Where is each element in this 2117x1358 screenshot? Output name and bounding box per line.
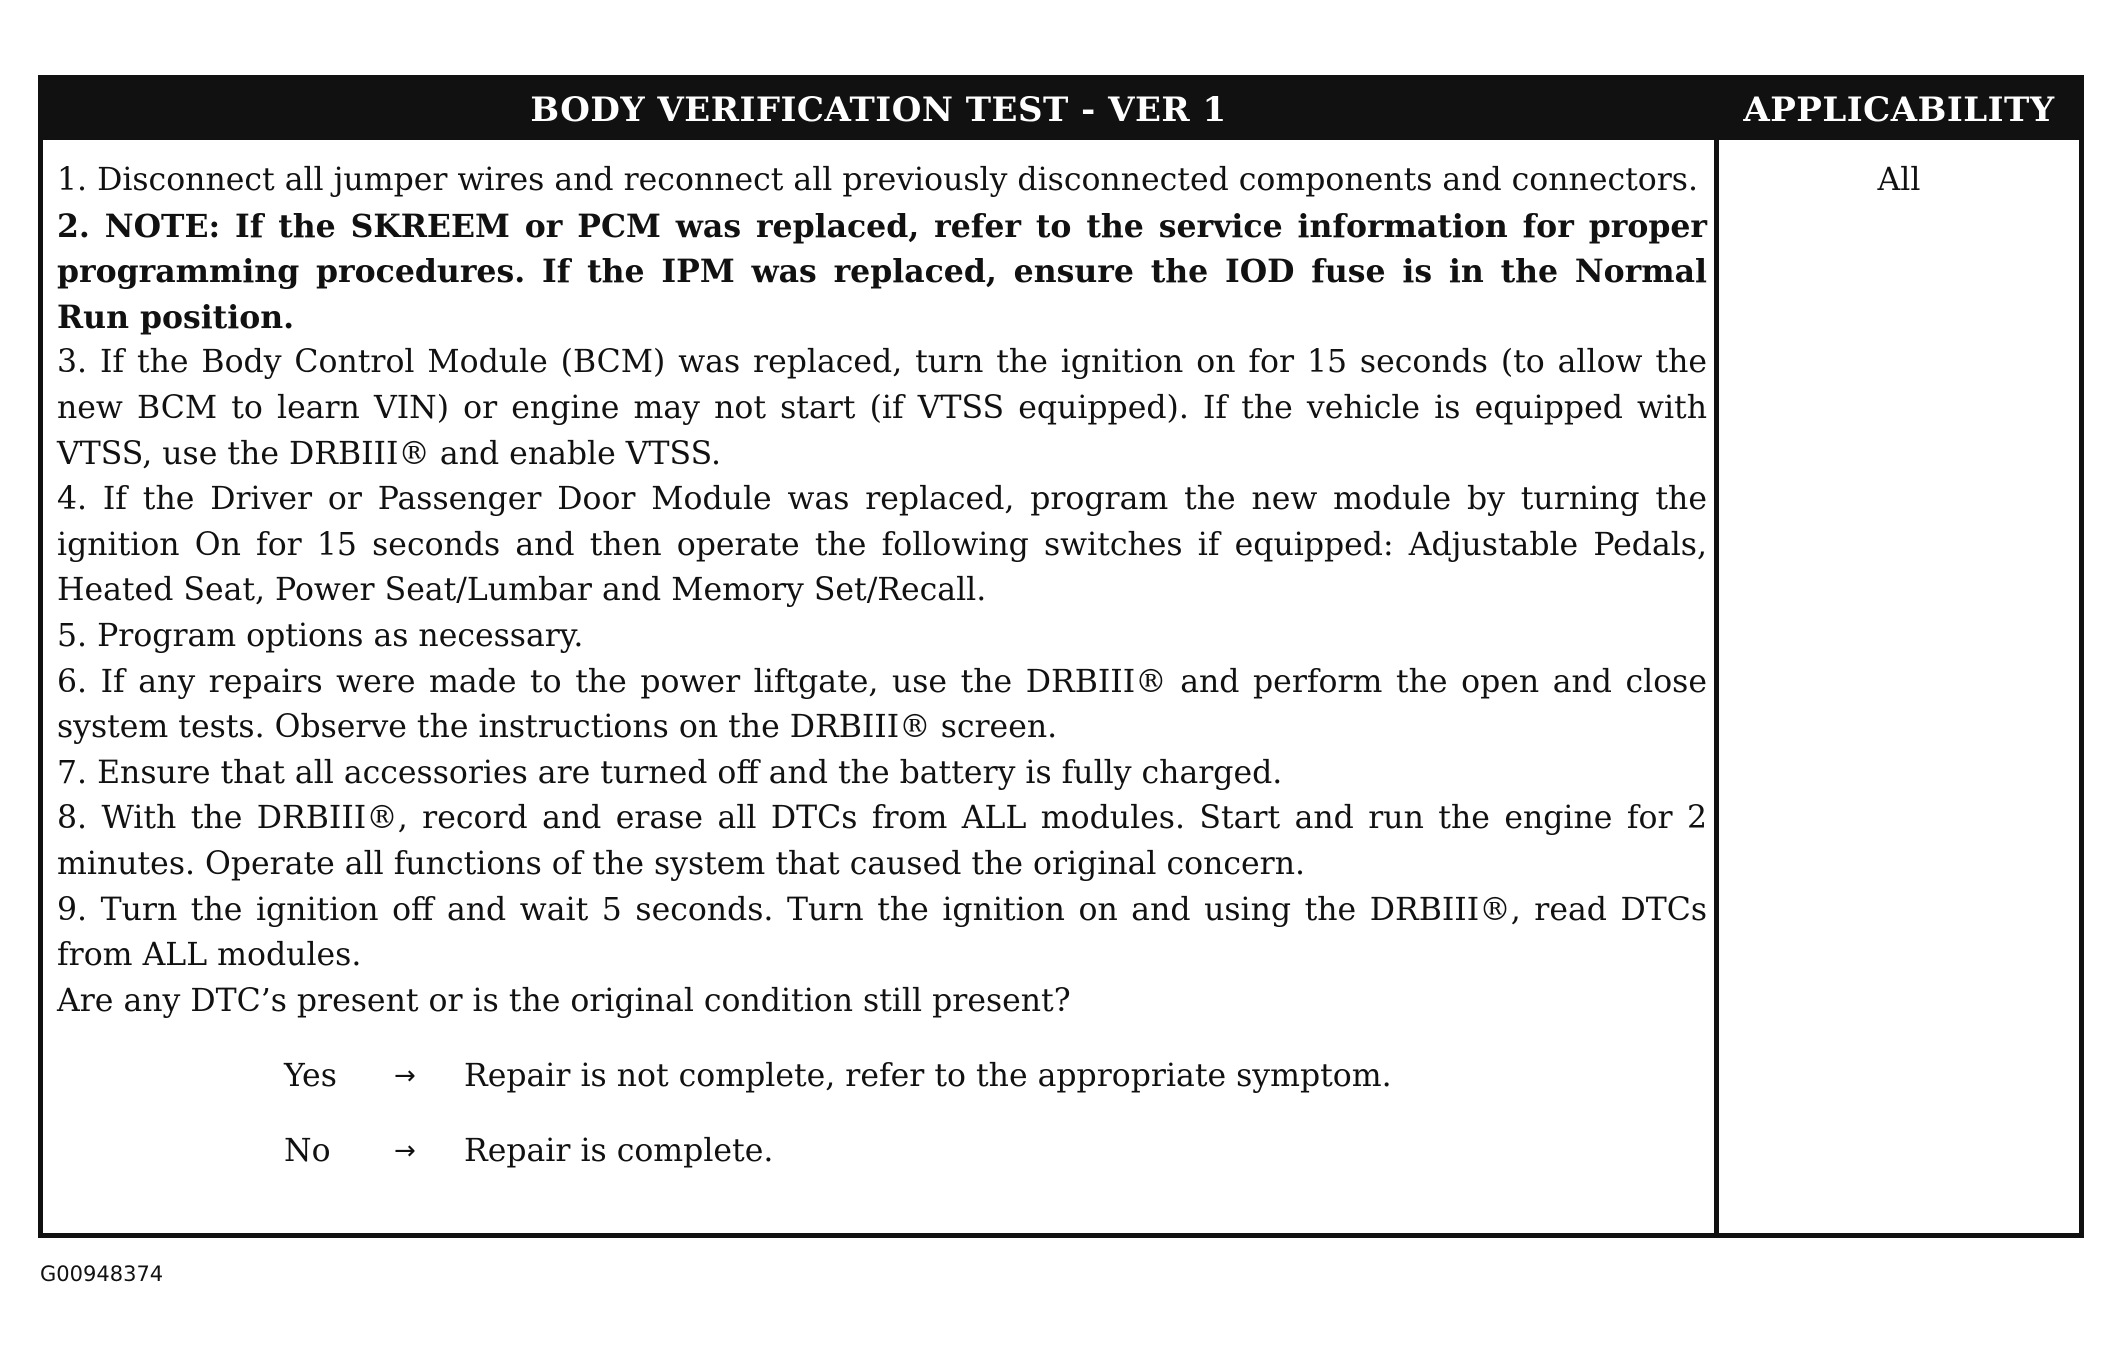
step-2-note: 2. NOTE: If the SKREEM or PCM was replaced, refer to the service information for proper programming procedures. If the IPM was replaced, ensure the IOD fuse is in the Normal Run position. bbox=[57, 207, 1707, 336]
answer-yes-text: Repair is not complete, refer to the appropriate symptom. bbox=[464, 1058, 1392, 1095]
applicability-header: APPLICABILITY bbox=[1743, 90, 2055, 130]
step-8: 8. With the DRBIII®, record and erase all DTCs from ALL modules. Start and run the engine for 2 minutes. Operate all functions of the system that caused the original concern. bbox=[57, 800, 1707, 882]
verification-test-table bbox=[38, 75, 2084, 1238]
right-arrow-icon: → bbox=[394, 1136, 416, 1167]
step-7: 7. Ensure that all accessories are turned off and the battery is fully charged. bbox=[57, 754, 1283, 791]
applicability-value: All bbox=[1877, 162, 1921, 198]
verification-question: Are any DTC’s present or is the original condition still present? bbox=[57, 982, 1071, 1019]
column-divider bbox=[1714, 140, 1719, 1233]
step-5: 5. Program options as necessary. bbox=[57, 617, 584, 654]
right-arrow-icon: → bbox=[394, 1061, 416, 1092]
test-title: BODY VERIFICATION TEST - VER 1 bbox=[530, 90, 1227, 130]
step-4: 4. If the Driver or Passenger Door Module was replaced, program the new module by turning the ignition On for 15 seconds and then operate the following switches if equipped: Adjustable Pedals, Heated Seat, Power Seat/Lumbar and Memory Set/Recall. bbox=[57, 481, 1707, 609]
answer-yes-label: Yes bbox=[284, 1058, 337, 1095]
answer-no bbox=[57, 1129, 1707, 1174]
step-6: 6. If any repairs were made to the power liftgate, use the DRBIII® and perform the open and close system tests. Observe the instructions on the DRBIII® screen. bbox=[57, 663, 1707, 746]
figure-id: G00948374 bbox=[40, 1262, 164, 1286]
answer-no-label: No bbox=[284, 1133, 331, 1170]
step-1: 1. Disconnect all jumper wires and reconnect all previously disconnected components and connectors. bbox=[57, 162, 1698, 198]
answer-yes bbox=[57, 1054, 1707, 1099]
procedure-cell bbox=[57, 158, 1707, 1174]
step-3: 3. If the Body Control Module (BCM) was replaced, turn the ignition on for 15 seconds (to allow the new BCM to learn VIN) or engine may not start (if VTSS equipped). If the vehicle is equipped with VTSS, use the DRBIII® and enable VTSS. bbox=[57, 344, 1707, 472]
answer-no-text: Repair is complete. bbox=[464, 1133, 774, 1170]
table-header bbox=[43, 80, 2079, 140]
step-9: 9. Turn the ignition off and wait 5 seconds. Turn the ignition on and using the DRBIII®, read DTCs from ALL modules. bbox=[57, 891, 1707, 974]
